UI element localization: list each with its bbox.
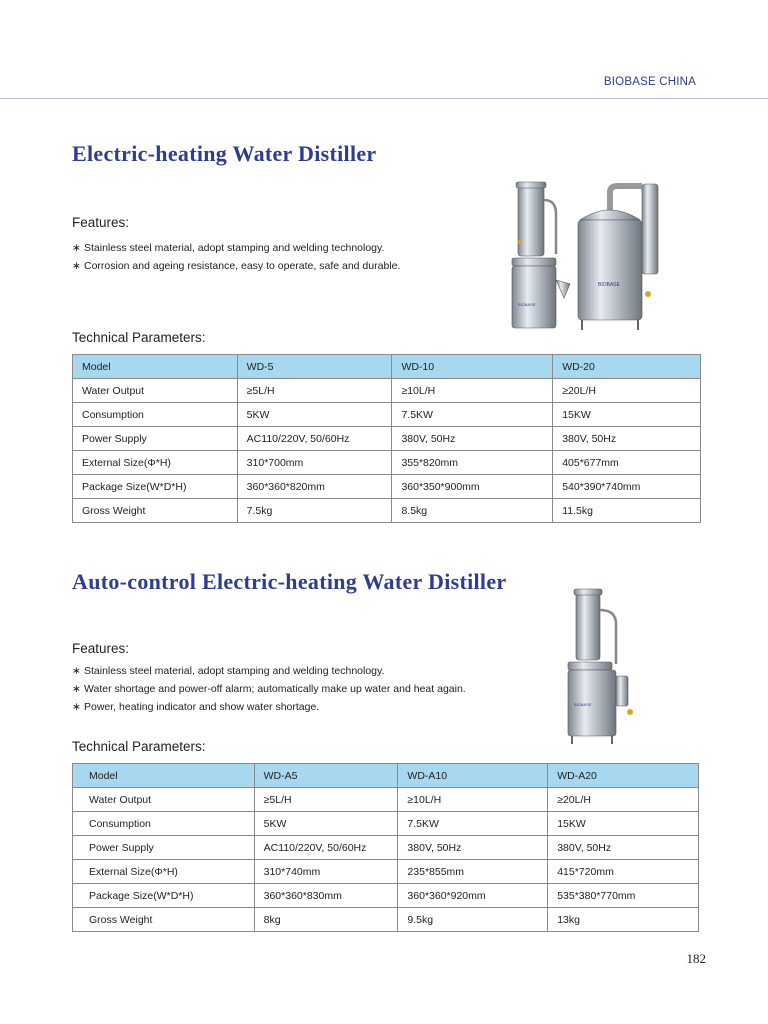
table-cell: 5KW bbox=[237, 403, 392, 427]
page-number: 182 bbox=[686, 951, 706, 966]
table-row bbox=[73, 379, 701, 403]
table-cell: 535*380*770mm bbox=[548, 884, 699, 908]
table-header-cell: WD-A10 bbox=[398, 764, 548, 788]
features-list bbox=[72, 662, 466, 716]
section-title-auto-control: Auto-control Electric-heating Water Distiller bbox=[72, 569, 507, 594]
table-cell: 8.5kg bbox=[392, 499, 553, 523]
table-cell: 380V, 50Hz bbox=[392, 427, 553, 451]
table-cell: 8kg bbox=[254, 908, 398, 932]
technical-parameters-table bbox=[72, 354, 701, 523]
table-row bbox=[73, 475, 701, 499]
table-cell: 5KW bbox=[254, 812, 398, 836]
table-cell: AC110/220V, 50/60Hz bbox=[237, 427, 392, 451]
table-cell: Gross Weight bbox=[73, 499, 238, 523]
table-cell: ≥20L/H bbox=[553, 379, 701, 403]
table-header-cell: WD-20 bbox=[553, 355, 701, 379]
table-row bbox=[73, 836, 699, 860]
table-cell: Consumption bbox=[73, 812, 255, 836]
header-divider bbox=[0, 98, 768, 99]
table-cell: 360*350*900mm bbox=[392, 475, 553, 499]
table-cell: External Size(Φ*H) bbox=[73, 860, 255, 884]
table-cell: 11.5kg bbox=[553, 499, 701, 523]
table-cell: 7.5KW bbox=[398, 812, 548, 836]
table-cell: 310*740mm bbox=[254, 860, 398, 884]
table-cell: 380V, 50Hz bbox=[548, 836, 699, 860]
table-cell: 380V, 50Hz bbox=[553, 427, 701, 451]
table-cell: ≥10L/H bbox=[392, 379, 553, 403]
auto-water-distiller-image bbox=[560, 588, 640, 748]
table-cell: 360*360*920mm bbox=[398, 884, 548, 908]
features-heading: Features: bbox=[72, 641, 130, 656]
table-cell: Power Supply bbox=[73, 427, 238, 451]
table-cell: Power Supply bbox=[73, 836, 255, 860]
brand-header: BIOBASE CHINA bbox=[603, 76, 696, 88]
table-cell: Package Size(W*D*H) bbox=[73, 884, 255, 908]
feature-item: ∗ Stainless steel material, adopt stamping and welding technology. bbox=[72, 242, 385, 254]
table-cell: 360*360*820mm bbox=[237, 475, 392, 499]
table-row bbox=[73, 788, 699, 812]
table-cell: 13kg bbox=[548, 908, 699, 932]
table-cell: 540*390*740mm bbox=[553, 475, 701, 499]
table-cell: AC110/220V, 50/60Hz bbox=[254, 836, 398, 860]
table-cell: 7.5KW bbox=[392, 403, 553, 427]
feature-item: ∗ Corrosion and ageing resistance, easy to operate, safe and durable. bbox=[72, 260, 401, 272]
table-cell: 310*700mm bbox=[237, 451, 392, 475]
table-row bbox=[73, 884, 699, 908]
table-cell: Gross Weight bbox=[73, 908, 255, 932]
table-header-row bbox=[73, 764, 699, 788]
table-row bbox=[73, 427, 701, 451]
table-cell: 7.5kg bbox=[237, 499, 392, 523]
table-cell: 15KW bbox=[548, 812, 699, 836]
water-distiller-image-pair bbox=[498, 180, 678, 340]
table-cell: ≥5L/H bbox=[254, 788, 398, 812]
table-cell: External Size(Φ*H) bbox=[73, 451, 238, 475]
table-cell: Package Size(W*D*H) bbox=[73, 475, 238, 499]
table-header-cell: Model bbox=[73, 764, 255, 788]
table-cell: 360*360*830mm bbox=[254, 884, 398, 908]
features-list bbox=[72, 239, 400, 275]
table-header-cell: WD-10 bbox=[392, 355, 553, 379]
feature-item: ∗ Water shortage and power-off alarm; automatically make up water and heat again. bbox=[72, 683, 466, 695]
table-cell: ≥20L/H bbox=[548, 788, 699, 812]
section-title-electric-heating: Electric-heating Water Distiller bbox=[72, 141, 377, 166]
table-header-cell: WD-A20 bbox=[548, 764, 699, 788]
table-cell: 235*855mm bbox=[398, 860, 548, 884]
technical-parameters-table bbox=[72, 763, 699, 932]
table-row bbox=[73, 908, 699, 932]
feature-item: ∗ Power, heating indicator and show water shortage. bbox=[72, 701, 320, 713]
table-header-row bbox=[73, 355, 701, 379]
table-row bbox=[73, 403, 701, 427]
table-cell: Water Output bbox=[73, 788, 255, 812]
table-cell: ≥10L/H bbox=[398, 788, 548, 812]
table-cell: 380V, 50Hz bbox=[398, 836, 548, 860]
table-cell: Consumption bbox=[73, 403, 238, 427]
svg-text:BIOBASE: BIOBASE bbox=[574, 702, 592, 707]
table-header-cell: WD-5 bbox=[237, 355, 392, 379]
table-header-cell: WD-A5 bbox=[254, 764, 398, 788]
table-header-cell: Model bbox=[73, 355, 238, 379]
table-cell: 15KW bbox=[553, 403, 701, 427]
table-cell: 9.5kg bbox=[398, 908, 548, 932]
technical-parameters-heading: Technical Parameters: bbox=[72, 739, 206, 754]
technical-parameters-heading: Technical Parameters: bbox=[72, 330, 206, 345]
svg-text:BIOBASE: BIOBASE bbox=[518, 302, 536, 307]
table-cell: 415*720mm bbox=[548, 860, 699, 884]
table-row bbox=[73, 451, 701, 475]
svg-text:BIOBASE: BIOBASE bbox=[598, 282, 620, 288]
table-cell: ≥5L/H bbox=[237, 379, 392, 403]
feature-item: ∗ Stainless steel material, adopt stamping and welding technology. bbox=[72, 665, 385, 677]
table-cell: 355*820mm bbox=[392, 451, 553, 475]
table-cell: 405*677mm bbox=[553, 451, 701, 475]
table-row bbox=[73, 860, 699, 884]
table-row bbox=[73, 812, 699, 836]
table-cell: Water Output bbox=[73, 379, 238, 403]
table-row bbox=[73, 499, 701, 523]
features-heading: Features: bbox=[72, 215, 130, 230]
